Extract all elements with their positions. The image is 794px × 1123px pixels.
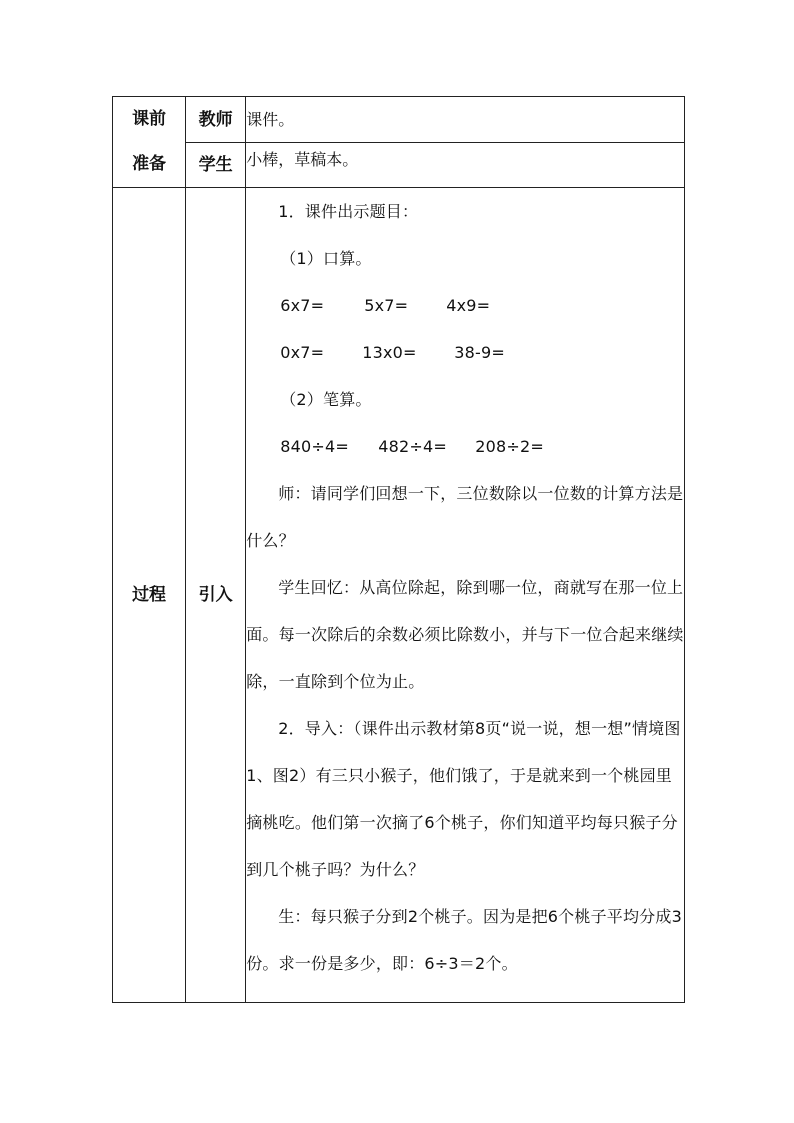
oral-problem: 38-9= (454, 343, 505, 362)
written-problem: 840÷4= (280, 437, 349, 456)
oral-problem: 13x0= (362, 343, 417, 362)
lesson-content (246, 188, 685, 1003)
teacher-value: 课件。 (246, 97, 685, 143)
written-problem: 208÷2= (475, 437, 544, 456)
process-label: 过程 (113, 188, 186, 1003)
prep-header-cell (113, 97, 186, 188)
oral-problem: 6x7= (280, 296, 325, 315)
student-answer: 生：每只猴子分到2个桃子。因为是把6个桃子平均分成3份。求一份是多少，即：6÷3＝2个。 (246, 907, 682, 973)
teacher-question: 师：请同学们回想一下，三位数除以一位数的计算方法是什么？ (246, 484, 684, 550)
prep-label-line1: 课前 (132, 109, 167, 129)
oral-row-2 (246, 329, 684, 376)
oral-problem: 0x7= (280, 343, 325, 362)
written-calc-heading: （2）笔算。 (280, 390, 372, 409)
lesson-plan-table (112, 96, 685, 1003)
written-problem: 482÷4= (378, 437, 447, 456)
student-label: 学生 (186, 143, 246, 188)
student-value: 小棒，草稿本。 (246, 143, 685, 188)
oral-problem: 4x9= (446, 296, 491, 315)
written-row (246, 423, 684, 470)
item1-heading: 1．课件出示题目： (278, 202, 419, 221)
oral-row-1 (246, 282, 684, 329)
oral-problem: 5x7= (364, 296, 409, 315)
oral-calc-heading: （1）口算。 (280, 249, 372, 268)
teacher-label: 教师 (186, 97, 246, 143)
student-recall: 学生回忆：从高位除起，除到哪一位，商就写在那一位上面。每一次除后的余数必须比除数小，并与下一位合起来继续除，一直除到个位为止。 (246, 578, 684, 691)
item2-intro: 2．导入：（课件出示教材第8页“说一说，想一想”情境图1、图2）有三只小猴子，他们饿了，于是就来到一个桃园里摘桃吃。他们第一次摘了6个桃子，你们知道平均每只猴子分到几个桃子吗？为什么？ (246, 719, 681, 879)
intro-label: 引入 (186, 188, 246, 1003)
prep-label-line2: 准备 (132, 154, 167, 174)
